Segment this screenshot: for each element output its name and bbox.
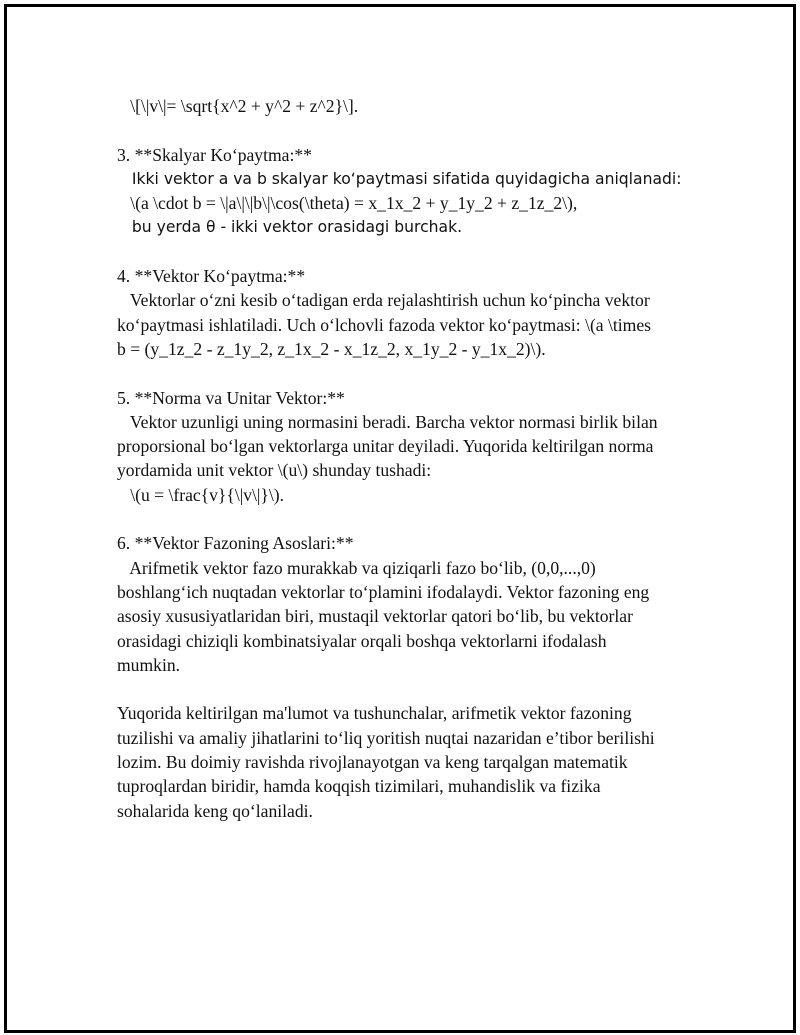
text-line: b = (y_1z_2 - z_1y_2, z_1x_2 - x_1z_2, x_1y_2 - y_1x_2)\). xyxy=(117,338,546,359)
text-line: proporsional bo‘lgan vektorlarga unitar deyiladi. Yuqorida keltirilgan norma xyxy=(117,436,654,457)
section-heading: 3. **Skalyar Ko‘paytma:** xyxy=(117,144,312,165)
text-line: boshlang‘ich nuqtadan vektorlar to‘plamini ifodalaydi. Vektor fazoning eng xyxy=(117,581,650,602)
text-line: orasidagi chiziqli kombinatsiyalar orqali boshqa vektorlarni ifodalash xyxy=(117,630,607,651)
blank-line xyxy=(117,361,697,385)
blank-line xyxy=(117,677,697,701)
text-line: ko‘paytmasi ishlatiladi. Uch o‘lchovli fazoda vektor ko‘paytmasi: \(a \times xyxy=(117,314,652,335)
text-line: Yuqorida keltirilgan ma'lumot va tushunchalar, arifmetik vektor fazoning xyxy=(117,703,632,724)
text-line: tuproqlardan biridir, hamda koqqish tizimilari, muhandislik va fizika xyxy=(117,776,601,797)
blank-line xyxy=(117,118,697,142)
text-line: Arifmetik vektor fazo murakkab va qiziqarli fazo bo‘lib, (0,0,...,0) xyxy=(117,557,596,578)
text-line: asosiy xususiyatlaridan biri, mustaqil vektorlar qatori bo‘lib, bu vektorlar xyxy=(117,606,633,627)
blank-line xyxy=(117,240,697,264)
blank-line xyxy=(117,507,697,531)
text-line: yordamida unit vektor \(u\) shunday tushadi: xyxy=(117,460,432,481)
text-line: sohalarida keng qo‘laniladi. xyxy=(117,800,313,821)
text-line: \(u = \frac{v}{\|v\|}\). xyxy=(117,484,285,505)
text-line: lozim. Bu doimiy ravishda rivojlanayotgan va keng tarqalgan matematik xyxy=(117,752,628,773)
text-line: Vektor uzunligi uning normasini beradi. Barcha vektor normasi birlik bilan xyxy=(117,411,658,432)
text-line: \[\|v\|= \sqrt{x^2 + y^2 + z^2}\]. xyxy=(117,96,359,116)
section-heading: 5. **Norma va Unitar Vektor:** xyxy=(117,387,345,408)
text-line: mumkin. xyxy=(117,654,181,675)
text-line: \(a \cdot b = \|a\|\|b\|\cos(\theta) = x_1x_2 + y_1y_2 + z_1z_2\), xyxy=(117,193,578,214)
text-line: tuzilishi va amaliy jihatlarini to‘liq yoritish nuqtai nazaridan e’tibor berilishi xyxy=(117,727,655,748)
section-heading: 4. **Vektor Ko‘paytma:** xyxy=(117,266,306,287)
text-line: Vektorlar o‘zni kesib o‘tadigan erda rejalashtirish uchun ko‘pincha vektor xyxy=(117,290,650,311)
document-body xyxy=(117,94,697,823)
text-line: Ikki vektor a va b skalyar ko‘paytmasi sifatida quyidagicha aniqlanadi: xyxy=(117,169,682,188)
text-line: bu yerda θ - ikki vektor orasidagi burchak. xyxy=(117,218,463,237)
section-heading: 6. **Vektor Fazoning Asoslari:** xyxy=(117,533,354,554)
